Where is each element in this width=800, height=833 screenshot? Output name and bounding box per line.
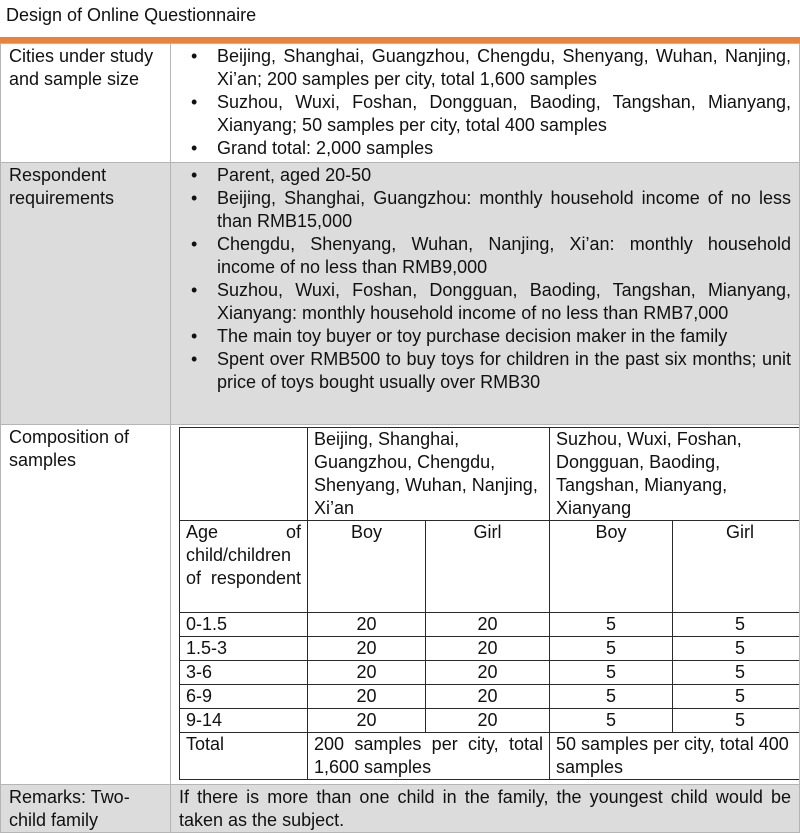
table-row [180,521,800,613]
respondent-row [1,163,800,425]
value-cell: 5 [673,685,800,709]
composition-label: Composition of samples [1,425,171,785]
value-cell: 5 [550,685,673,709]
boy-header: Boy [550,521,673,613]
list-item: • Chengdu, Shenyang, Wuhan, Nanjing, Xi’an: monthly household income of no less than RMB9,000 [179,233,791,279]
value-cell: 20 [308,685,426,709]
age-cell: 6-9 [180,685,308,709]
value-cell: 5 [673,613,800,637]
cities-list [179,45,791,160]
value-cell: 20 [308,709,426,733]
age-cell: 1.5-3 [180,637,308,661]
list-item: • The main toy buyer or toy purchase decision maker in the family [179,325,791,348]
girl-header: Girl [673,521,800,613]
composition-row [1,425,800,785]
total-group2: 50 samples per city, total 400 samples [550,733,800,780]
age-cell: 3-6 [180,661,308,685]
age-cell: 0-1.5 [180,613,308,637]
page-title: Design of Online Questionnaire [6,4,256,27]
list-item: • Beijing, Shanghai, Guangzhou, Chengdu, Shenyang, Wuhan, Nanjing, Xi’an; 200 samples per city, total 1,600 samples [179,45,791,91]
table-cell-empty [180,428,308,521]
value-cell: 20 [426,661,550,685]
age-cell: 9-14 [180,709,308,733]
respondent-content [171,163,800,425]
value-cell: 5 [550,709,673,733]
value-cell: 20 [426,637,550,661]
value-cell: 20 [308,613,426,637]
total-label: Total [180,733,308,780]
cities-row [1,44,800,163]
remarks-row [1,785,800,833]
table-row [180,428,800,521]
respondent-label: Respondent requirements [1,163,171,425]
value-cell: 20 [308,637,426,661]
respondent-list [179,164,791,394]
cities-content [171,44,800,163]
value-cell: 20 [426,685,550,709]
value-cell: 5 [673,709,800,733]
table-row [180,637,800,661]
remarks-label: Remarks: Two-child family [1,785,171,833]
remarks-text: If there is more than one child in the family, the youngest child would be taken as the subject. [171,785,800,833]
list-item: • Spent over RMB500 to buy toys for children in the past six months; unit price of toys bought usually over RMB30 [179,348,791,394]
list-item: • Beijing, Shanghai, Guangzhou: monthly household income of no less than RMB15,000 [179,187,791,233]
questionnaire-table [0,43,800,833]
list-item: • Suzhou, Wuxi, Foshan, Dongguan, Baoding, Tangshan, Mianyang, Xianyang: monthly household income of no less than RMB7,000 [179,279,791,325]
list-item: • Suzhou, Wuxi, Foshan, Dongguan, Baoding, Tangshan, Mianyang, Xianyang; 50 samples per city, total 400 samples [179,91,791,137]
value-cell: 5 [550,661,673,685]
group2-header: Suzhou, Wuxi, Foshan, Dongguan, Baoding, Tangshan, Mianyang, Xianyang [550,428,800,521]
girl-header: Girl [426,521,550,613]
age-header: Age of child/children of respondent [180,521,308,613]
composition-table [179,427,800,780]
list-item: • Grand total: 2,000 samples [179,137,791,160]
value-cell: 20 [308,661,426,685]
table-row [180,709,800,733]
value-cell: 5 [550,613,673,637]
composition-content [171,425,800,785]
table-row [180,661,800,685]
value-cell: 20 [426,613,550,637]
value-cell: 5 [550,637,673,661]
table-row [180,613,800,637]
cities-label: Cities under study and sample size [1,44,171,163]
list-item: • Parent, aged 20-50 [179,164,791,187]
group1-header: Beijing, Shanghai, Guangzhou, Chengdu, Shenyang, Wuhan, Nanjing, Xi’an [308,428,550,521]
value-cell: 5 [673,637,800,661]
value-cell: 20 [426,709,550,733]
total-group1: 200 samples per city, total 1,600 samples [308,733,550,780]
value-cell: 5 [673,661,800,685]
table-row [180,733,800,780]
table-row [180,685,800,709]
boy-header: Boy [308,521,426,613]
